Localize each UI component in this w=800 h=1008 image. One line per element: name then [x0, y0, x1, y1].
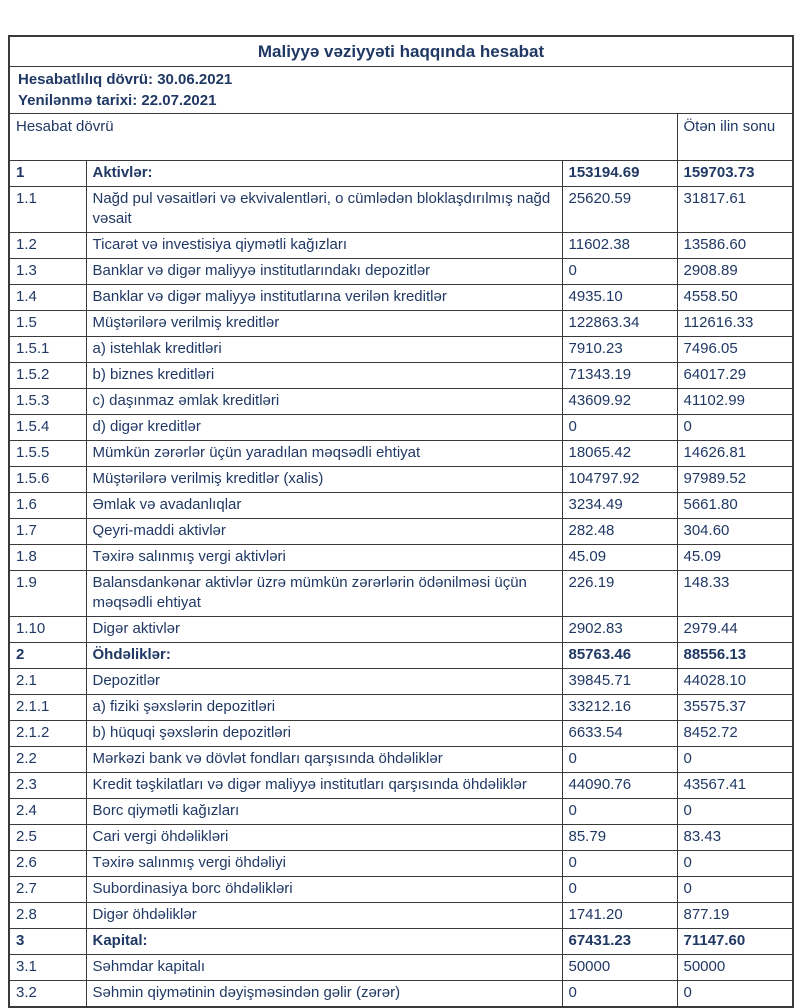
reporting-period-value: 30.06.2021 — [157, 71, 233, 88]
row-number: 2.1.1 — [9, 695, 86, 721]
table-row — [9, 233, 793, 259]
row-previous-year-value: 148.33 — [677, 571, 793, 617]
row-label: Subordinasiya borc öhdəlikləri — [86, 877, 562, 903]
table-row — [9, 493, 793, 519]
row-previous-year-value: 35575.37 — [677, 695, 793, 721]
row-current-period-value: 3234.49 — [562, 493, 677, 519]
row-previous-year-value: 0 — [677, 877, 793, 903]
row-label: Səhmdar kapitalı — [86, 955, 562, 981]
row-current-period-value: 0 — [562, 259, 677, 285]
row-number: 1.5.1 — [9, 337, 86, 363]
row-label: Ticarət və investisiya qiymətli kağızları — [86, 233, 562, 259]
row-number: 2.6 — [9, 851, 86, 877]
table-row — [9, 545, 793, 571]
row-current-period-value: 25620.59 — [562, 187, 677, 233]
row-previous-year-value: 0 — [677, 851, 793, 877]
row-label: Banklar və digər maliyyə institutlarına verilən kreditlər — [86, 285, 562, 311]
row-number: 1.9 — [9, 571, 86, 617]
row-current-period-value: 18065.42 — [562, 441, 677, 467]
row-label: Digər öhdəliklər — [86, 903, 562, 929]
row-number: 1.5 — [9, 311, 86, 337]
row-current-period-value: 282.48 — [562, 519, 677, 545]
row-previous-year-value: 0 — [677, 981, 793, 1008]
table-row — [9, 851, 793, 877]
table-row — [9, 467, 793, 493]
row-previous-year-value: 31817.61 — [677, 187, 793, 233]
row-current-period-value: 43609.92 — [562, 389, 677, 415]
column-header-previous-year: Ötən ilin sonu — [677, 114, 793, 161]
row-current-period-value: 0 — [562, 851, 677, 877]
table-row — [9, 187, 793, 233]
row-label: Digər aktivlər — [86, 617, 562, 643]
row-current-period-value: 2902.83 — [562, 617, 677, 643]
row-label: a) fiziki şəxslərin depozitləri — [86, 695, 562, 721]
row-current-period-value: 104797.92 — [562, 467, 677, 493]
row-number: 2.2 — [9, 747, 86, 773]
row-number: 1.5.4 — [9, 415, 86, 441]
row-label: Təxirə salınmış vergi aktivləri — [86, 545, 562, 571]
row-previous-year-value: 83.43 — [677, 825, 793, 851]
table-row — [9, 519, 793, 545]
row-current-period-value: 4935.10 — [562, 285, 677, 311]
row-previous-year-value: 97989.52 — [677, 467, 793, 493]
row-number: 3.2 — [9, 981, 86, 1008]
report-title: Maliyyə vəziyyəti haqqında hesabat — [9, 36, 793, 67]
table-row — [9, 643, 793, 669]
row-current-period-value: 39845.71 — [562, 669, 677, 695]
row-number: 1.6 — [9, 493, 86, 519]
row-previous-year-value: 71147.60 — [677, 929, 793, 955]
row-label: Banklar və digər maliyyə institutlarındakı depozitlər — [86, 259, 562, 285]
meta-row — [9, 67, 793, 114]
row-current-period-value: 67431.23 — [562, 929, 677, 955]
row-previous-year-value: 2908.89 — [677, 259, 793, 285]
table-row — [9, 311, 793, 337]
row-current-period-value: 226.19 — [562, 571, 677, 617]
table-row — [9, 825, 793, 851]
row-label: Təxirə salınmış vergi öhdəliyi — [86, 851, 562, 877]
row-current-period-value: 0 — [562, 747, 677, 773]
table-row — [9, 747, 793, 773]
row-current-period-value: 71343.19 — [562, 363, 677, 389]
row-current-period-value: 85763.46 — [562, 643, 677, 669]
row-number: 1.10 — [9, 617, 86, 643]
row-number: 1.8 — [9, 545, 86, 571]
row-previous-year-value: 45.09 — [677, 545, 793, 571]
row-number: 1.5.6 — [9, 467, 86, 493]
title-row — [9, 36, 793, 67]
row-current-period-value: 0 — [562, 877, 677, 903]
row-previous-year-value: 0 — [677, 747, 793, 773]
table-row — [9, 415, 793, 441]
row-number: 2.1.2 — [9, 721, 86, 747]
row-previous-year-value: 877.19 — [677, 903, 793, 929]
row-previous-year-value: 4558.50 — [677, 285, 793, 311]
row-current-period-value: 0 — [562, 415, 677, 441]
row-label: Müştərilərə verilmiş kreditlər (xalis) — [86, 467, 562, 493]
row-number: 1.2 — [9, 233, 86, 259]
row-previous-year-value: 44028.10 — [677, 669, 793, 695]
table-row — [9, 903, 793, 929]
row-number: 2.8 — [9, 903, 86, 929]
row-label: Kapital: — [86, 929, 562, 955]
row-current-period-value: 6633.54 — [562, 721, 677, 747]
row-previous-year-value: 88556.13 — [677, 643, 793, 669]
row-current-period-value: 153194.69 — [562, 161, 677, 187]
row-previous-year-value: 41102.99 — [677, 389, 793, 415]
table-row — [9, 929, 793, 955]
row-previous-year-value: 64017.29 — [677, 363, 793, 389]
table-row — [9, 799, 793, 825]
row-previous-year-value: 2979.44 — [677, 617, 793, 643]
row-number: 2 — [9, 643, 86, 669]
row-previous-year-value: 112616.33 — [677, 311, 793, 337]
row-label: Qeyri-maddi aktivlər — [86, 519, 562, 545]
table-row — [9, 285, 793, 311]
row-label: Əmlak və avadanlıqlar — [86, 493, 562, 519]
row-label: c) daşınmaz əmlak kreditləri — [86, 389, 562, 415]
row-number: 2.3 — [9, 773, 86, 799]
update-date-line — [18, 90, 784, 111]
row-label: Öhdəliklər: — [86, 643, 562, 669]
row-previous-year-value: 159703.73 — [677, 161, 793, 187]
row-previous-year-value: 5661.80 — [677, 493, 793, 519]
table-row — [9, 363, 793, 389]
row-number: 1.1 — [9, 187, 86, 233]
row-number: 1.4 — [9, 285, 86, 311]
row-current-period-value: 11602.38 — [562, 233, 677, 259]
row-label: Depozitlər — [86, 669, 562, 695]
row-number: 1.3 — [9, 259, 86, 285]
row-previous-year-value: 0 — [677, 415, 793, 441]
row-previous-year-value: 50000 — [677, 955, 793, 981]
column-header-period: Hesabat dövrü — [9, 114, 677, 161]
table-row — [9, 161, 793, 187]
row-current-period-value: 44090.76 — [562, 773, 677, 799]
row-label: Səhmin qiymətinin dəyişməsindən gəlir (zərər) — [86, 981, 562, 1008]
row-label: a) istehlak kreditləri — [86, 337, 562, 363]
row-label: Nağd pul vəsaitləri və ekvivalentləri, o cümlədən bloklaşdırılmış nağd vəsait — [86, 187, 562, 233]
row-current-period-value: 50000 — [562, 955, 677, 981]
table-row — [9, 955, 793, 981]
table-row — [9, 571, 793, 617]
table-row — [9, 981, 793, 1008]
reporting-period-label: Hesabatlılıq dövrü: — [18, 71, 154, 88]
update-date-value: 22.07.2021 — [141, 92, 217, 109]
row-label: Borc qiymətli kağızları — [86, 799, 562, 825]
table-row — [9, 695, 793, 721]
row-previous-year-value: 0 — [677, 799, 793, 825]
financial-report-page — [8, 35, 792, 1008]
table-row — [9, 389, 793, 415]
row-number: 3 — [9, 929, 86, 955]
table-row — [9, 721, 793, 747]
table-row — [9, 441, 793, 467]
row-current-period-value: 85.79 — [562, 825, 677, 851]
row-label: Aktivlər: — [86, 161, 562, 187]
row-number: 1 — [9, 161, 86, 187]
row-previous-year-value: 304.60 — [677, 519, 793, 545]
row-label: Müştərilərə verilmiş kreditlər — [86, 311, 562, 337]
row-current-period-value: 0 — [562, 981, 677, 1008]
table-row — [9, 337, 793, 363]
row-current-period-value: 0 — [562, 799, 677, 825]
row-label: b) biznes kreditləri — [86, 363, 562, 389]
table-row — [9, 773, 793, 799]
row-label: d) digər kreditlər — [86, 415, 562, 441]
row-number: 1.7 — [9, 519, 86, 545]
row-previous-year-value: 43567.41 — [677, 773, 793, 799]
table-row — [9, 877, 793, 903]
row-number: 2.7 — [9, 877, 86, 903]
row-current-period-value: 1741.20 — [562, 903, 677, 929]
row-current-period-value: 45.09 — [562, 545, 677, 571]
financial-position-table — [8, 35, 794, 1008]
table-row — [9, 617, 793, 643]
row-label: Kredit təşkilatları və digər maliyyə institutları qarşısında öhdəliklər — [86, 773, 562, 799]
row-number: 2.4 — [9, 799, 86, 825]
row-number: 3.1 — [9, 955, 86, 981]
row-label: Cari vergi öhdəlikləri — [86, 825, 562, 851]
column-header-row — [9, 114, 793, 161]
update-date-label: Yenilənmə tarixi: — [18, 92, 138, 109]
row-current-period-value: 122863.34 — [562, 311, 677, 337]
row-number: 2.1 — [9, 669, 86, 695]
row-label: Mərkəzi bank və dövlət fondları qarşısında öhdəliklər — [86, 747, 562, 773]
row-previous-year-value: 13586.60 — [677, 233, 793, 259]
row-current-period-value: 7910.23 — [562, 337, 677, 363]
reporting-period-line — [18, 69, 784, 90]
row-previous-year-value: 8452.72 — [677, 721, 793, 747]
row-current-period-value: 33212.16 — [562, 695, 677, 721]
row-label: Balansdankənar aktivlər üzrə mümkün zərərlərin ödənilməsi üçün məqsədli ehtiyat — [86, 571, 562, 617]
row-label: Mümkün zərərlər üçün yaradılan məqsədli ehtiyat — [86, 441, 562, 467]
row-previous-year-value: 7496.05 — [677, 337, 793, 363]
row-number: 2.5 — [9, 825, 86, 851]
row-label: b) hüquqi şəxslərin depozitləri — [86, 721, 562, 747]
report-table-body — [9, 161, 793, 1008]
table-row — [9, 669, 793, 695]
row-number: 1.5.5 — [9, 441, 86, 467]
report-meta-cell — [9, 67, 793, 114]
table-row — [9, 259, 793, 285]
row-number: 1.5.2 — [9, 363, 86, 389]
row-previous-year-value: 14626.81 — [677, 441, 793, 467]
row-number: 1.5.3 — [9, 389, 86, 415]
